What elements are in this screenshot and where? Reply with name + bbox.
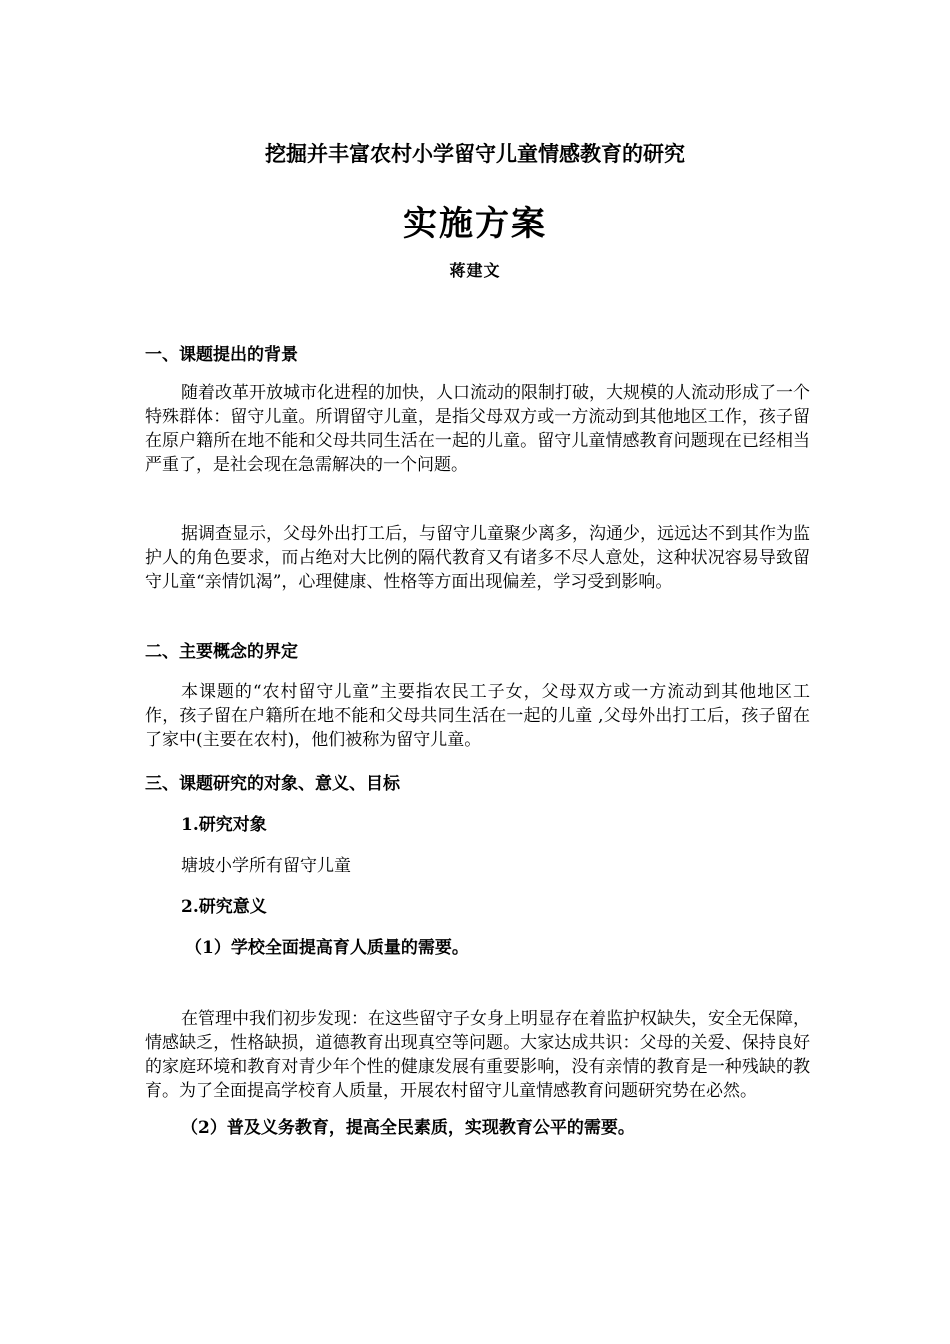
document-subtitle: 实施方案 (403, 204, 547, 244)
section-heading-background: 一、课题提出的背景 (145, 345, 298, 365)
subheading-significance-2: （2）普及义务教育，提高全民素质，实现教育公平的需要。 (181, 1118, 635, 1138)
paragraph-background-2: 据调查显示，父母外出打工后，与留守儿童聚少离多，沟通少，远远达不到其作为监护人的角色要求，而占绝对大比例的隔代教育又有诸多不尽人意处，这种状况容易导致留守儿童“亲情饥渴”，心理健康、性格等方面出现偏差，学习受到影响。 (145, 524, 810, 592)
research-subjects-text: 塘坡小学所有留守儿童 (181, 856, 351, 876)
subheading-research-significance: 2.研究意义 (181, 897, 267, 917)
paragraph-background-1: 随着改革开放城市化进程的加快，人口流动的限制打破，大规模的人流动形成了一个特殊群体：留守儿童。所谓留守儿童，是指父母双方或一方流动到其他地区工作，孩子留在原户籍所在地不能和父母共同生活在一起的儿童。留守儿童情感教育问题现在已经相当严重了，是社会现在急需解决的一个问题。 (145, 383, 810, 475)
document-title: 挖掘并丰富农村小学留守儿童情感教育的研究 (265, 141, 685, 166)
section-heading-objectives: 三、课题研究的对象、意义、目标 (145, 774, 400, 794)
section-heading-concepts: 二、主要概念的界定 (145, 642, 298, 662)
paragraph-concepts: 本课题的“农村留守儿童”主要指农民工子女，父母双方或一方流动到其他地区工作，孩子留在户籍所在地不能和父母共同生活在一起的儿童 ,父母外出打工后，孩子留在了家中(主要在农村)，他们被称为留守儿童。 (145, 682, 810, 750)
subheading-research-subjects: 1.研究对象 (181, 815, 267, 835)
paragraph-significance-1: 在管理中我们初步发现：在这些留守子女身上明显存在着监护权缺失，安全无保障，情感缺乏，性格缺损，道德教育出现真空等问题。大家达成共识：父母的关爱、保持良好的家庭环境和教育对青少年个性的健康发展有重要影响，没有亲情的教育是一种残缺的教育。为了全面提高学校育人质量，开展农村留守儿童情感教育问题研究势在必然。 (145, 1009, 810, 1101)
author-name: 蒋建文 (449, 261, 501, 280)
subheading-significance-1: （1）学校全面提高育人质量的需要。 (185, 938, 469, 958)
